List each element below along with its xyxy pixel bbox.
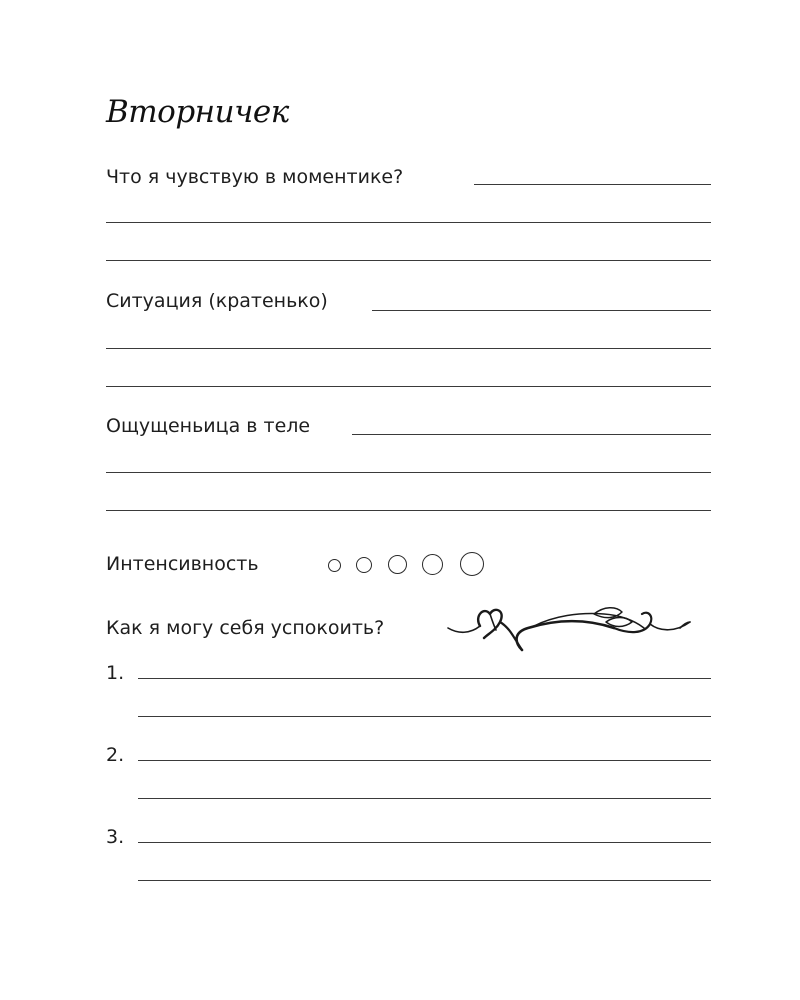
question-body-sensations-label: Ощущеньица в теле xyxy=(106,415,311,437)
calm-item-3-line[interactable] xyxy=(138,842,711,843)
feeling-answer-line[interactable] xyxy=(106,260,711,261)
calm-item-3-line[interactable] xyxy=(138,880,711,881)
intensity-circle-2[interactable] xyxy=(356,557,372,573)
feeling-answer-line[interactable] xyxy=(106,222,711,223)
body-sensations-answer-line[interactable] xyxy=(106,510,711,511)
situation-answer-line[interactable] xyxy=(106,348,711,349)
question-feeling-label: Что я чувствую в моментике? xyxy=(106,166,404,188)
calm-item-3-number: 3. xyxy=(106,826,125,848)
intensity-label: Интенсивность xyxy=(106,553,259,575)
question-situation-label: Ситуация (кратенько) xyxy=(106,290,328,312)
calm-item-1-number: 1. xyxy=(106,662,125,684)
page-title: Вторничек xyxy=(106,94,289,130)
calm-item-2-line[interactable] xyxy=(138,760,711,761)
calm-question-label: Как я могу себя успокоить? xyxy=(106,617,385,639)
calm-item-2-number: 2. xyxy=(106,744,125,766)
body-sensations-answer-line[interactable] xyxy=(352,434,711,435)
intensity-circle-5[interactable] xyxy=(460,552,484,576)
heart-flourish-icon xyxy=(444,598,694,656)
intensity-circle-1[interactable] xyxy=(328,559,341,572)
calm-item-2-line[interactable] xyxy=(138,798,711,799)
situation-answer-line[interactable] xyxy=(106,386,711,387)
intensity-circle-3[interactable] xyxy=(388,555,407,574)
intensity-circle-4[interactable] xyxy=(422,554,443,575)
calm-item-1-line[interactable] xyxy=(138,678,711,679)
calm-item-1-line[interactable] xyxy=(138,716,711,717)
feeling-answer-line[interactable] xyxy=(474,184,711,185)
situation-answer-line[interactable] xyxy=(372,310,711,311)
body-sensations-answer-line[interactable] xyxy=(106,472,711,473)
